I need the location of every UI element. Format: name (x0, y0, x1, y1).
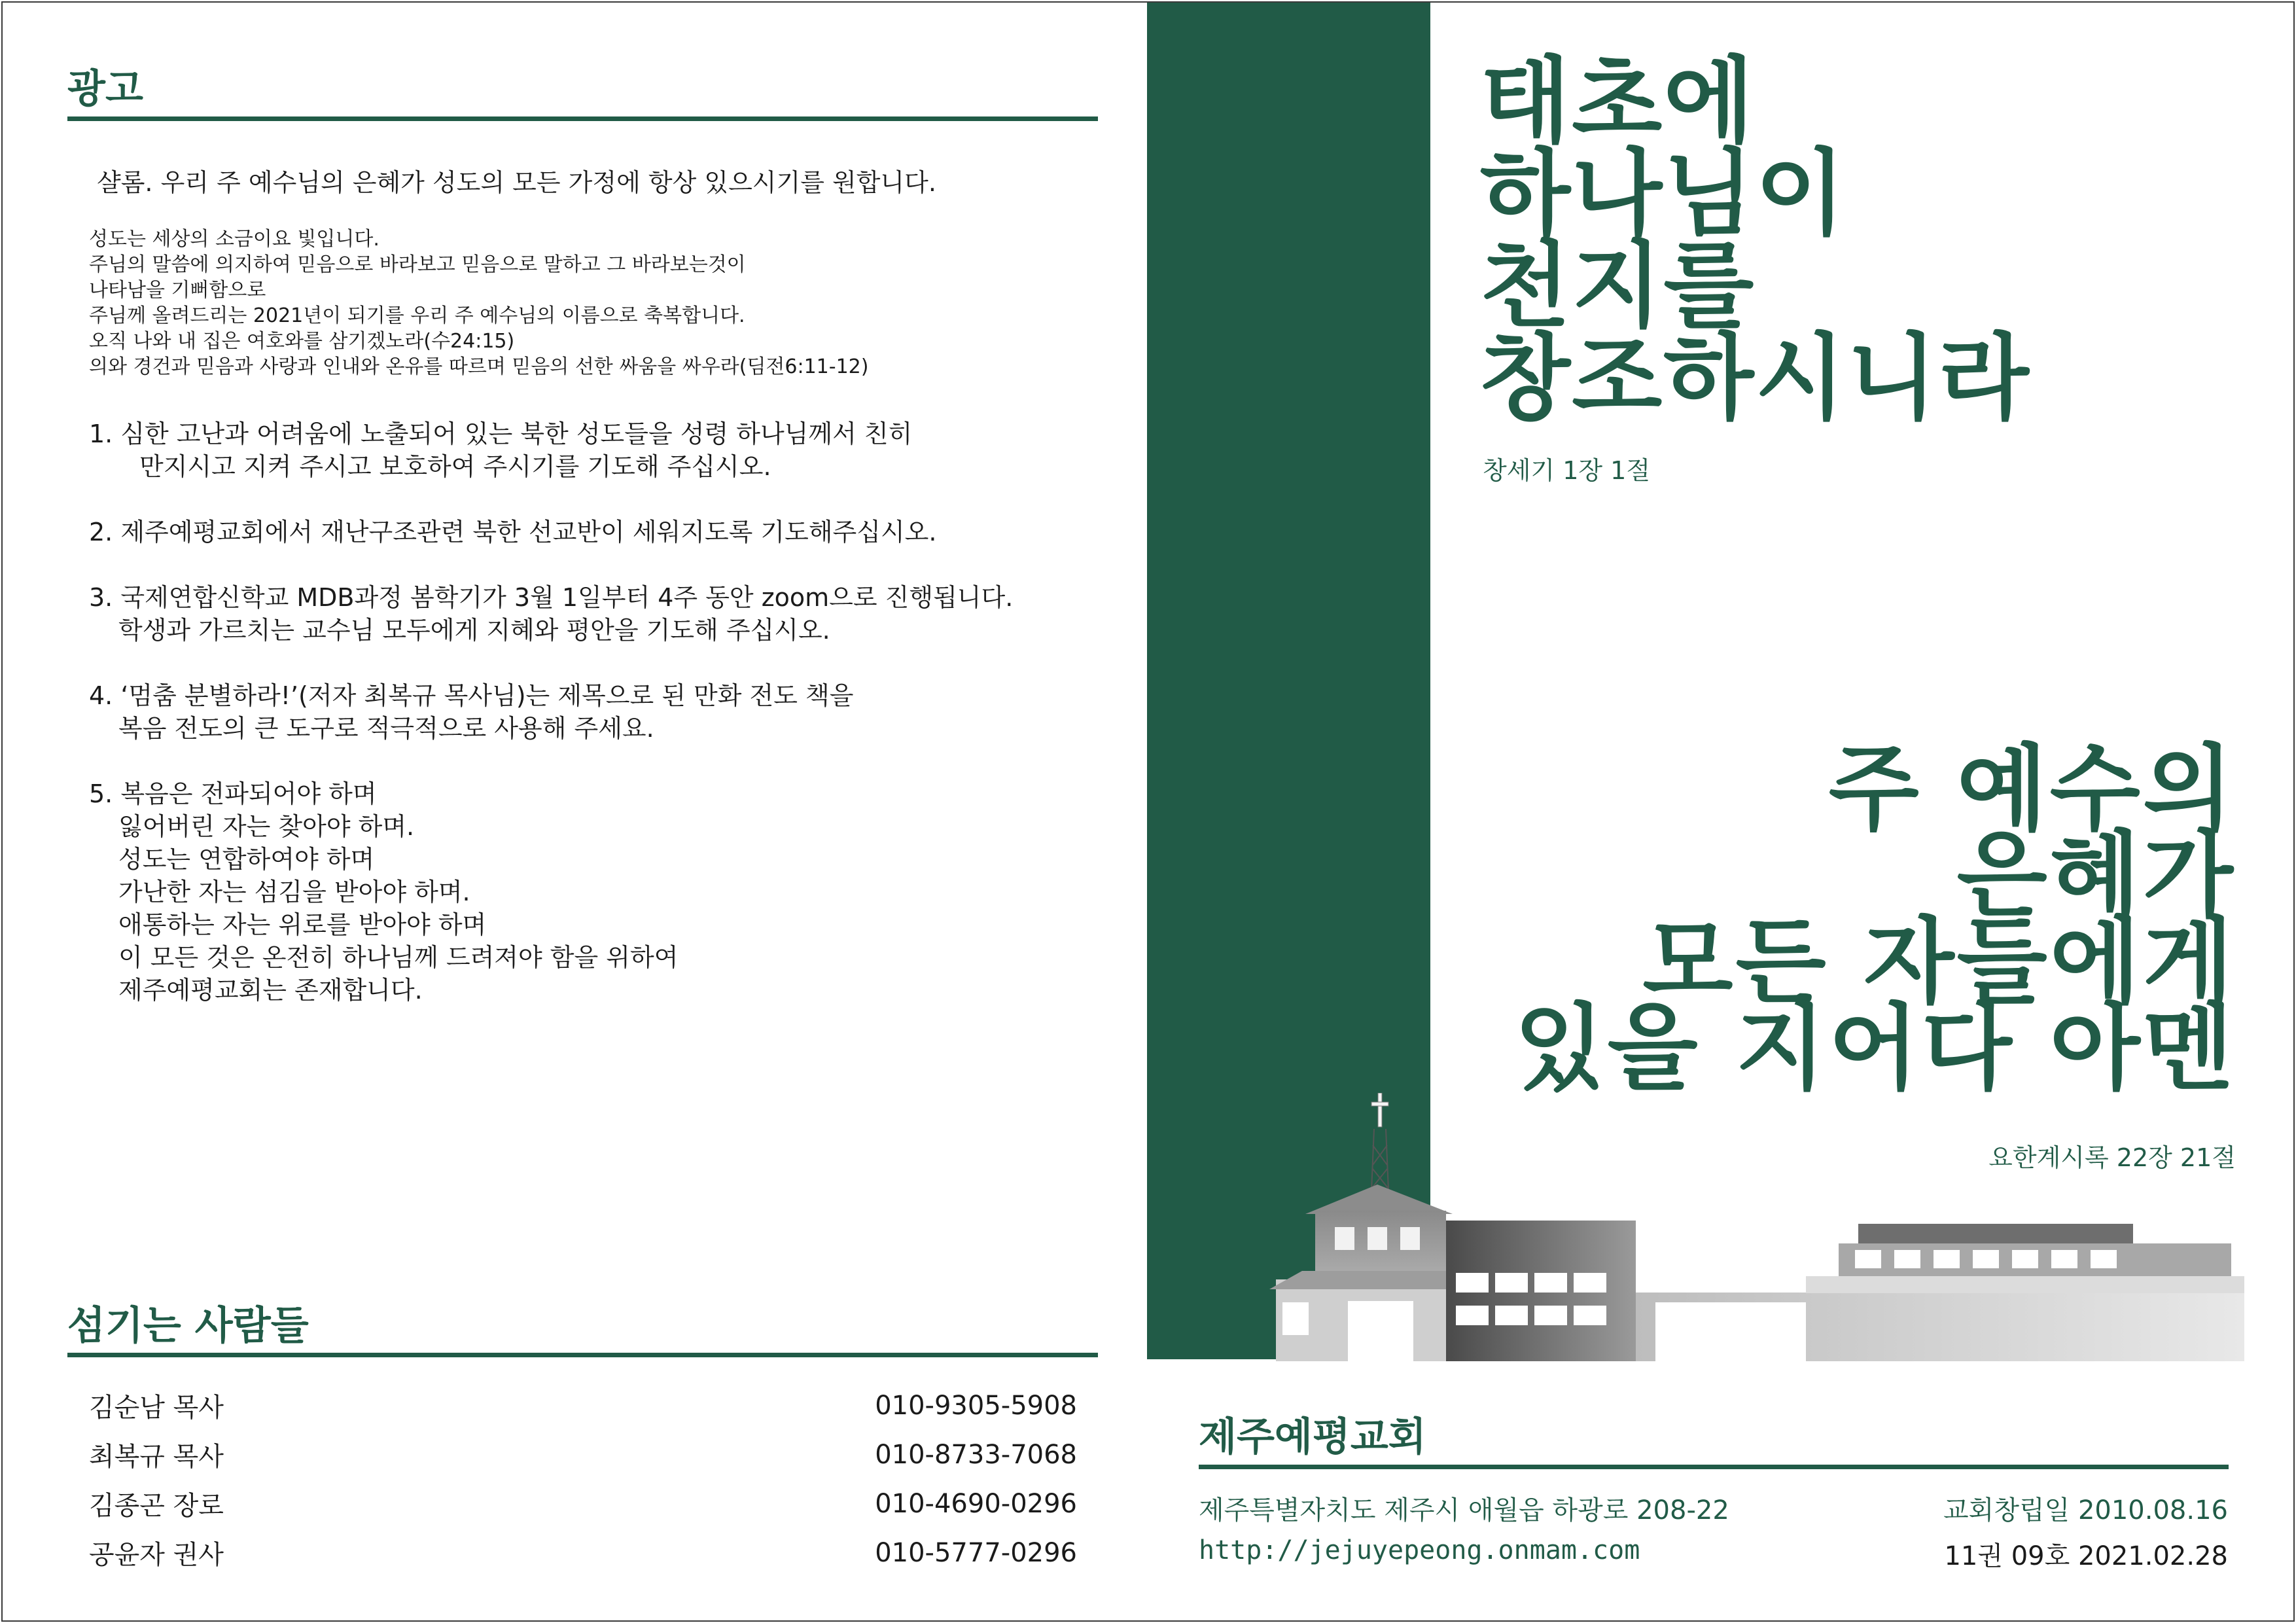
announcement-line: 학생과 가르치는 교수님 모두에게 지혜와 평안을 기도해 주십시오. (118, 616, 830, 645)
announcement-line: 복음 전도의 큰 도구로 적극적으로 사용해 주세요. (118, 714, 654, 743)
church-url: http://jejuyepeong.onmam.com (1199, 1535, 1640, 1565)
announcement-line: 이 모든 것은 온전히 하나님께 드려져야 함을 위하여 (118, 943, 679, 972)
verse-line: 창조하시니라 (1480, 323, 2030, 433)
staff-row (89, 1479, 1077, 1528)
verse-revelation (1514, 734, 2236, 1103)
verse-line: 하나님이 (1480, 139, 1847, 248)
staff-phone: 010-5777-0296 (875, 1537, 1077, 1568)
announcement-line: 성도는 연합하여야 하며 (118, 845, 375, 874)
announcement-line: 1. 심한 고난과 어려움에 노출되어 있는 북한 성도들을 성령 하나님께서 친히 (89, 419, 913, 448)
announcement-line: 애통하는 자는 위로를 받아야 하며 (118, 910, 487, 939)
church-building-illustration (1178, 1093, 2244, 1361)
staff-name: 공윤자 권사 (89, 1540, 224, 1570)
verse-line: 천지를 (1480, 231, 1756, 340)
staff-row (89, 1381, 1077, 1430)
exhortation-line: 오직 나와 내 집은 여호와를 삼기겠노라(수24:15) (89, 330, 515, 353)
verse-line: 주 예수의 (1828, 734, 2236, 844)
announcement-item (89, 679, 1013, 745)
announcement-line: 2. 제주예평교회에서 재난구조관련 북한 선교반이 세워지도록 기도해주십시오. (89, 518, 937, 546)
announcement-item (89, 581, 1013, 647)
announcement-line: 가난한 자는 섬김을 받아야 하며. (118, 878, 470, 906)
announcement-list (89, 418, 1013, 1039)
cross-icon (1371, 1093, 1388, 1127)
staff-phone: 010-4690-0296 (875, 1488, 1077, 1519)
verse-revelation-reference: 요한계시록 22장 21절 (1988, 1143, 2236, 1172)
staff-list (89, 1381, 1077, 1577)
verse-genesis-reference: 창세기 1장 1절 (1483, 456, 1651, 485)
verse-genesis (1480, 46, 2030, 433)
verse-line: 모든 자들에게 (1642, 907, 2236, 1016)
staff-row (89, 1528, 1077, 1577)
church-address: 제주특별자치도 제주시 애월읍 하광로 208-22 (1199, 1495, 1729, 1525)
staff-rule (67, 1353, 1098, 1357)
staff-name: 김종곤 장로 (89, 1491, 224, 1521)
verse-line: 있을 지어다 아멘 (1514, 993, 2236, 1103)
staff-phone: 010-9305-5908 (875, 1390, 1077, 1421)
exhortation-line: 주님께 올려드리는 2021년이 되기를 우리 주 예수님의 이름으로 축복합니다. (89, 304, 745, 327)
announcement-line: 잃어버린 자는 찾아야 하며. (118, 812, 415, 841)
exhortation-line: 의와 경건과 믿음과 사랑과 인내와 온유를 따르며 믿음의 선한 싸움을 싸우라(딤전6:11-12) (89, 355, 869, 378)
announcements-title: 광고 (67, 66, 143, 112)
exhortation-line: 주님의 말씀에 의지하여 믿음으로 바라보고 믿음으로 말하고 그 바라보는것이 (89, 253, 746, 276)
announcements-rule (67, 116, 1098, 121)
exhortation-block (89, 226, 868, 380)
staff-title: 섬기는 사람들 (67, 1303, 309, 1349)
church-rule (1199, 1465, 2229, 1469)
announcement-item (89, 777, 1013, 1007)
announcement-item (89, 516, 1013, 548)
verse-line: 태초에 (1480, 46, 1756, 156)
staff-name: 최복규 목사 (89, 1442, 224, 1472)
announcement-line: 만지시고 지켜 주시고 보호하여 주시기를 기도해 주십시오. (139, 452, 771, 481)
announcement-line: 3. 국제연합신학교 MDB과정 봄학기가 3월 1일부터 4주 동안 zoom으로 진행됩니다. (89, 583, 1014, 612)
announcement-line: 4. ‘멈춤 분별하라!’(저자 최복규 목사님)는 제목으로 된 만화 전도 책을 (89, 681, 854, 710)
announcement-line: 제주예평교회는 존재합니다. (118, 976, 423, 1005)
announcement-item (89, 418, 1013, 483)
staff-phone: 010-8733-7068 (875, 1439, 1077, 1470)
greeting-text: 샬롬. 우리 주 예수님의 은혜가 성도의 모든 가정에 항상 있으시기를 원합니다. (97, 168, 936, 197)
staff-row (89, 1430, 1077, 1479)
founding-date: 교회창립일 2010.08.16 (1943, 1495, 2228, 1525)
exhortation-line: 성도는 세상의 소금이요 빛입니다. (89, 228, 380, 251)
staff-name: 김순남 목사 (89, 1393, 224, 1423)
issue-info: 11권 09호 2021.02.28 (1944, 1541, 2228, 1571)
church-name: 제주예평교회 (1199, 1414, 1426, 1460)
exhortation-line: 나타남을 기뻐함으로 (89, 279, 266, 302)
announcement-line: 5. 복음은 전파되어야 하며 (89, 779, 377, 808)
verse-line: 은혜가 (1956, 821, 2236, 930)
